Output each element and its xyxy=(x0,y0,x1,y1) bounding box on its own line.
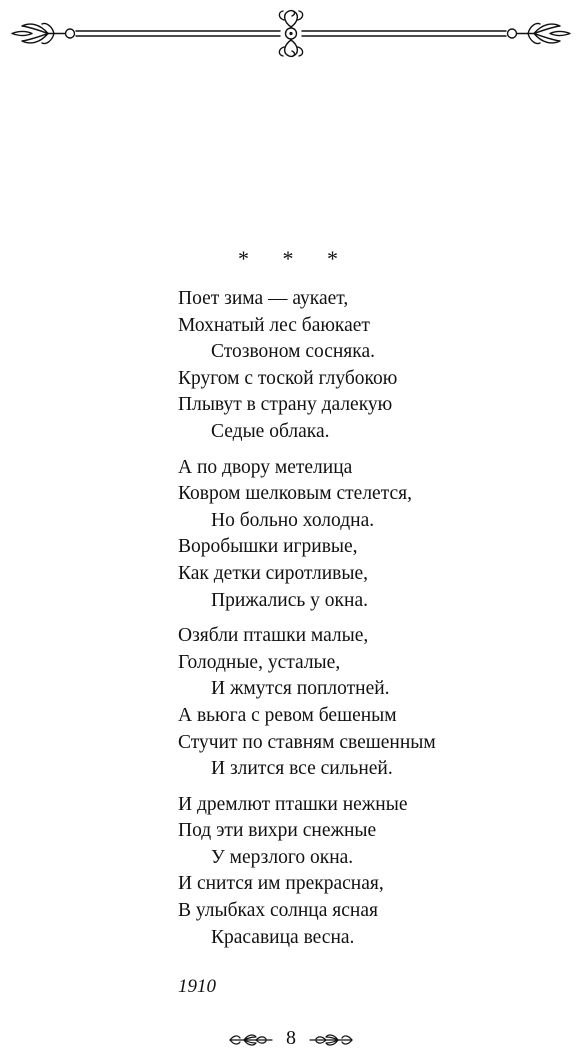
poem-line: Кругом с тоской глубокою xyxy=(178,367,398,389)
poem-line: И снится им прекрасная, xyxy=(178,873,384,895)
poem-line: Как детки сиротливые, xyxy=(178,562,369,584)
poem-line: Под эти вихри снежные xyxy=(178,820,377,842)
poem-line: Воробышки игривые, xyxy=(178,536,358,558)
poem-line: А вьюга с ревом бешеным xyxy=(178,704,397,726)
stanza xyxy=(178,455,568,615)
poem-line: Плывут в страну далекую xyxy=(178,394,393,416)
page-footer xyxy=(0,1024,582,1056)
poem-line: Мохнатый лес баюкает xyxy=(178,314,370,336)
poem-body xyxy=(178,286,568,960)
decorative-vine-rule-icon xyxy=(8,8,574,60)
poem-line: Поет зима — аукает, xyxy=(178,288,349,309)
poem-date: 1910 xyxy=(178,976,216,997)
poem-line: Стозвоном сосняка. xyxy=(211,341,375,363)
leaf-flourish-icon xyxy=(308,1033,356,1047)
poem-line: Ковром шелковым стелется, xyxy=(178,483,412,505)
page-number: 8 xyxy=(286,1027,296,1049)
poem-line: Седые облака. xyxy=(211,420,330,442)
poem-line: Озябли пташки малые, xyxy=(178,625,369,647)
poem-line: Стучит по ставням свешенным xyxy=(178,731,436,753)
poem-line: И злится все сильней. xyxy=(211,758,393,780)
poem-line: Но больно холодна. xyxy=(211,509,375,531)
stanza xyxy=(178,286,568,446)
poem-line: И дремлют пташки нежные xyxy=(178,793,408,815)
section-mark: * * * xyxy=(238,246,352,271)
poem-line: И жмутся поплотней. xyxy=(211,678,390,700)
poem-line: Прижались у окна. xyxy=(211,589,368,611)
stanza xyxy=(178,792,568,952)
poem-line: У мерзлого окна. xyxy=(211,846,354,868)
poem-line: А по двору метелица xyxy=(178,456,353,478)
poem-line: В улыбках солнца ясная xyxy=(178,900,378,922)
poem-line: Голодные, усталые, xyxy=(178,651,341,673)
poem-line: Красавица весна. xyxy=(211,926,355,948)
stanza xyxy=(178,623,568,783)
